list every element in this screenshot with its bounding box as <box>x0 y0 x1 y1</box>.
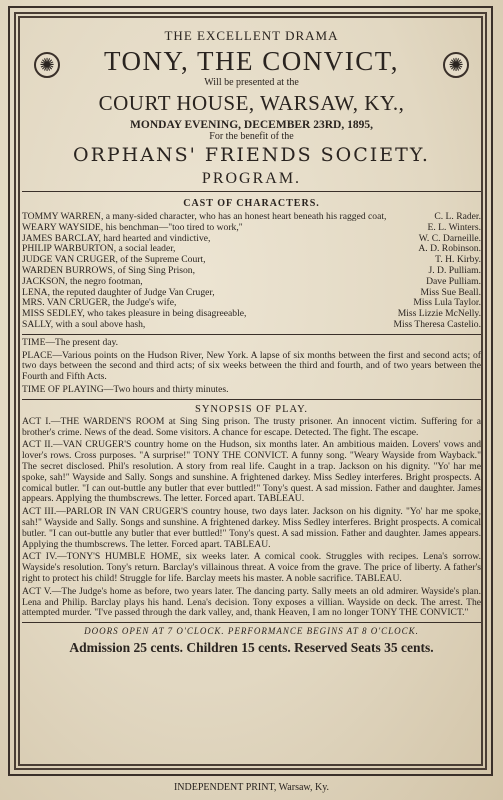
cast-role: JACKSON, the negro footman, <box>22 275 143 287</box>
act-3: ACT III.—PARLOR IN VAN CRUGER'S country house, two days later. Jackson on his dignity. "Yo' har me spoke, sah!" Wayside and Sally. Songs and sunshine. A frightened darkey. Miss Sedley interferes. Bright prospects. A comical butler. "I can out-buttle any butler that ever buttled!" Tony's quest. A sad mission. Father and daughter. James appears. Applying the thumbscrews. The letter. Forced apart. TABLEAU. <box>22 506 481 550</box>
divider <box>22 191 481 192</box>
playing-time: TIME OF PLAYING—Two hours and thirty minutes. <box>22 383 229 395</box>
cast-actor: Dave Pulliam. <box>426 275 481 287</box>
cast-role: LENA, the reputed daughter of Judge Van Cruger, <box>22 286 215 298</box>
venue: COURT HOUSE, WARSAW, KY., <box>98 91 405 115</box>
presented-line: Will be presented at the <box>204 77 299 88</box>
cast-row <box>22 277 481 288</box>
cast-role: MRS. VAN CRUGER, the Judge's wife, <box>22 297 177 309</box>
cast-role: PHILIP WARBURTON, a social leader, <box>22 243 176 255</box>
cast-actor: T. H. Kirby. <box>435 254 481 266</box>
cast-row <box>22 320 481 331</box>
act-5: ACT V.—The Judge's home as before, two years later. The dancing party. Sally meets an old admirer. Wayside's plan. Lena and Philip. Barclay plays his hand. Lena's decision. Tony exposes a villian. Wayside on deck. The arrest. The attempted murder. "I've passed through the dark valley, and, thank Heaven, I am no longer TONY THE CONVICT." <box>22 585 481 619</box>
benefit-line: For the benefit of the <box>209 131 294 142</box>
cast-actor: Miss Lizzie McNelly. <box>397 308 481 320</box>
admission-prices: Admission 25 cents. Children 15 cents. Reserved Seats 35 cents. <box>69 640 434 656</box>
act-1: ACT I.—THE WARDEN'S ROOM at Sing Sing prison. The trusty prisoner. An innocent victim. Suffering for a brother's crime. News of the dead. Some visitors. A chance for escape. Detected. The fight. The escape. <box>22 415 481 438</box>
cast-actor: Miss Lula Taylor. <box>413 297 481 309</box>
cast-role: WEARY WAYSIDE, his benchman—"too tired to work," <box>22 221 243 233</box>
cast-actor: E. L. Winters. <box>427 221 481 233</box>
cast-role: JAMES BARCLAY, hard hearted and vindictive, <box>22 232 211 244</box>
cast-role: MISS SEDLEY, who takes pleasure in being disagreeable, <box>22 308 247 320</box>
divider <box>22 399 481 400</box>
play-title: TONY, THE CONVICT, <box>103 46 399 76</box>
setting-place: PLACE—Various points on the Hudson River, New York. A lapse of six months between the first and second acts; of two days between the second and third acts; of six weeks between the third and fourth, and of two years between the Fourth and Fifth Acts. <box>22 349 481 383</box>
society-name: ORPHANS' FRIENDS SOCIETY. <box>73 144 430 166</box>
cast-actor: A. D. Robinson. <box>418 243 481 255</box>
program-heading: PROGRAM. <box>201 170 302 187</box>
cast-row <box>22 223 481 234</box>
synopsis-heading: SYNOPSIS OF PLAY. <box>194 403 308 415</box>
cast-actor: J. D. Pulliam. <box>428 264 481 276</box>
doors-info: DOORS OPEN AT 7 O'CLOCK. PERFORMANCE BEGINS AT 8 O'CLOCK. <box>84 626 419 637</box>
cast-list <box>22 212 481 331</box>
cast-actor: C. L. Rader. <box>434 211 481 222</box>
cast-role: WARDEN BURROWS, of Sing Sing Prison, <box>22 264 195 276</box>
cast-role: TOMMY WARREN, a many-sided character, who has an honest heart beneath his ragged coat, <box>22 211 387 222</box>
setting-time: TIME—The present day. <box>22 336 119 348</box>
cast-actor: W. C. Darneille. <box>418 232 481 244</box>
cast-heading: CAST OF CHARACTERS. <box>183 198 320 209</box>
divider <box>22 622 481 623</box>
cast-actor: Miss Theresa Castelio. <box>393 318 481 330</box>
divider <box>22 334 481 335</box>
act-2: ACT II.—VAN CRUGER'S country home on the Hudson, six months later. An ambitious maiden. Lovers' vows and lover's rows. Cross purposes. "A surprise!" TONY THE CONVICT. A funny song. "Weary Wayside from Wayback." The secret disclosed. Phil's resolution. A story from real life. Caught in a trap. Jackson on his dignity. "Yo' har me spoke, sah!" Wayside and Sally. Songs and sunshine. A frightened darkey. Miss Sedley interferes. Bright prospects. A comical butler. "I can out-buttle any butler that ever buttled!" Tony's quest. A sad mission. Father and daughter. James appears. Applying the thumbscrews. The letter. Forced apart. TABLEAU. <box>22 439 481 505</box>
rosette-left-icon: ✺ <box>34 52 60 78</box>
performance-date: MONDAY EVENING, DECEMBER 23RD, 1895, <box>130 119 373 131</box>
act-4: ACT IV.—TONY'S HUMBLE HOME, six weeks later. A comical cook. Struggles with recipes. Lena's sorrow. Wayside's resolution. Tony's return. Barclay's villainous threat. A voice from the grave. The price of liberty. A father's right to protect his child! Struggle for life. Barclay meets his master. A noble sacrifice. TABLEAU. <box>22 551 481 584</box>
rosette-right-icon: ✺ <box>443 52 469 78</box>
cast-role: JUDGE VAN CRUGER, of the Supreme Court, <box>22 254 206 266</box>
drama-line: THE EXCELLENT DRAMA <box>164 28 339 43</box>
playbill-content <box>22 26 481 656</box>
printer-imprint: INDEPENDENT PRINT, Warsaw, Ky. <box>173 782 330 793</box>
cast-role: SALLY, with a soul above hash, <box>22 318 146 330</box>
cast-actor: Miss Sue Beall. <box>420 286 481 298</box>
